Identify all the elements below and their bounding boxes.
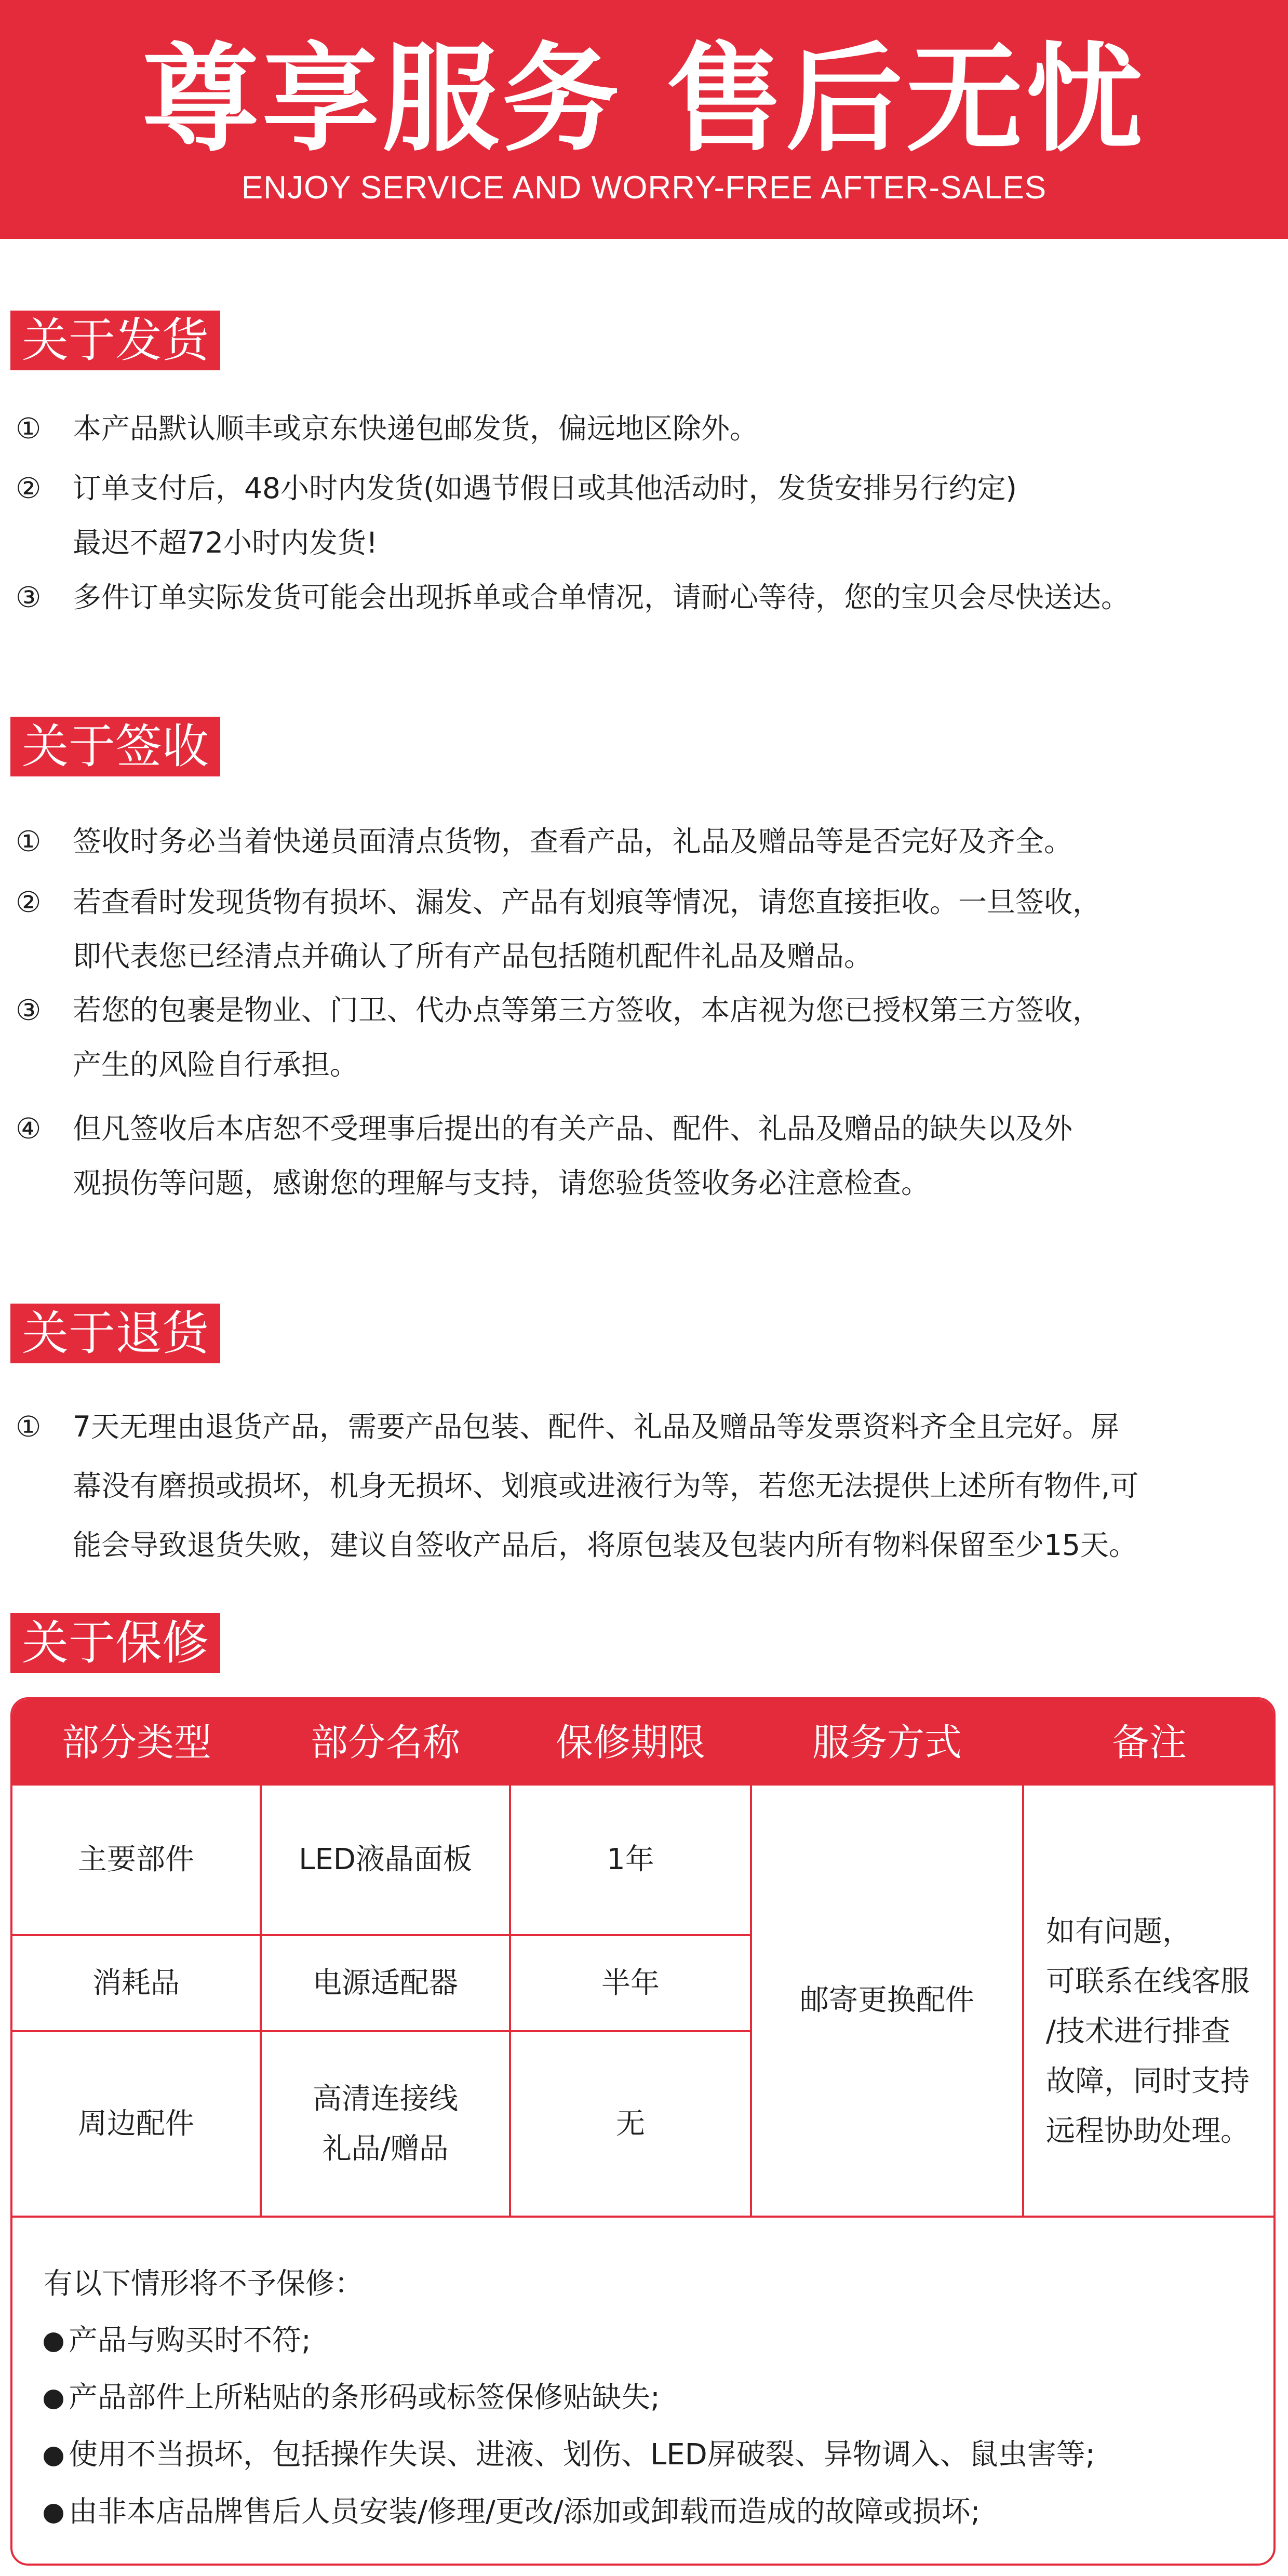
bullet-icon	[44, 2447, 63, 2466]
bullet-icon	[44, 2332, 63, 2352]
exclusion-item: 产品与购买时不符;	[44, 2323, 311, 2359]
warranty-table-header	[12, 1699, 1273, 1786]
header-warranty-period: 保修期限	[555, 1721, 705, 1764]
receipt-item-4-cont: 观损伤等问题，感谢您的理解与支持，请您验货签收务必注意检查。	[73, 1166, 930, 1200]
table-cell-name: LED液晶面板	[299, 1843, 472, 1876]
section-label-warranty: 关于保修	[10, 1613, 220, 1673]
receipt-item-3: ③ 若您的包裹是物业、门卫、代办点等第三方签收，本店视为您已授权第三方签收，	[16, 994, 1102, 1027]
shipping-item-1: ① 本产品默认顺丰或京东快递包邮发货，偏远地区除外。	[16, 412, 759, 445]
table-cell-service: 邮寄更换配件	[800, 1983, 974, 2017]
banner-subtitle: ENJOY SERVICE AND WORRY-FREE AFTER-SALES	[241, 170, 1047, 206]
table-cell-type: 消耗品	[92, 1966, 180, 2000]
table-cell-period: 无	[616, 2107, 645, 2141]
returns-item-1-line2: 幕没有磨损或损坏，机身无损坏、划痕或进液行为等，若您无法提供上述所有物件,可	[73, 1469, 1139, 1502]
returns-item-1-line1: 7天无理由退货产品，需要产品包装、配件、礼品及赠品等发票资料齐全且完好。屏	[73, 1410, 1119, 1443]
header-service-method: 服务方式	[812, 1721, 962, 1764]
receipt-item-4: ④ 但凡签收后本店恕不受理事后提出的有关产品、配件、礼品及赠品的缺失以及外	[16, 1112, 1073, 1145]
shipping-item-2: ② 订单支付后，48小时内发货(如遇节假日或其他活动时，发货安排另行约定)	[16, 472, 1017, 505]
receipt-item-2-cont: 即代表您已经清点并确认了所有产品包括随机配件礼品及赠品。	[73, 940, 873, 973]
warranty-table	[10, 1697, 1276, 2566]
exclusions-title: 有以下情形将不予保修：	[44, 2267, 364, 2301]
returns-item-1-num: ①	[16, 1410, 42, 1443]
receipt-item-1: ① 签收时务必当着快递员面清点货物，查看产品，礼品及赠品等是否完好及齐全。	[16, 825, 1073, 858]
exclusion-item: 产品部件上所粘贴的条形码或标签保修贴缺失;	[44, 2380, 660, 2416]
section-label-shipping: 关于发货	[10, 311, 220, 370]
header-banner	[0, 0, 1288, 239]
table-cell-type: 主要部件	[78, 1843, 194, 1876]
header-remark: 备注	[1111, 1721, 1187, 1764]
exclusion-item: 使用不当损坏，包括操作失误、进液、划伤、LED屏破裂、异物调入、鼠虫害等;	[44, 2437, 1095, 2473]
table-cell-type: 周边配件	[78, 2107, 194, 2141]
bullet-icon	[44, 2390, 63, 2409]
returns-item-1-line3: 能会导致退货失败，建议自签收产品后，将原包装及包装内所有物料保留至少15天。	[73, 1528, 1137, 1562]
shipping-item-2-cont: 最迟不超72小时内发货!	[73, 526, 378, 559]
header-part-name: 部分名称	[310, 1721, 460, 1764]
exclusion-item: 由非本店品牌售后人员安装/修理/更改/添加或卸载而造成的故障或损坏;	[44, 2494, 980, 2530]
grid-line	[1022, 1699, 1024, 2217]
table-cell-remark: 如有问题， 可联系在线客服 /技术进行排查 故障，同时支持 远程协助处理。	[1046, 1915, 1250, 2148]
table-cell-name: 电源适配器	[313, 1966, 458, 2000]
receipt-item-3-cont: 产生的风险自行承担。	[73, 1048, 359, 1081]
shipping-item-3: ③ 多件订单实际发货可能会出现拆单或合单情况，请耐心等待，您的宝贝会尽快送达。	[16, 581, 1130, 614]
receipt-item-2: ② 若查看时发现货物有损坏、漏发、产品有划痕等情况，请您直接拒收。一旦签收，	[16, 886, 1102, 919]
table-cell-period: 半年	[601, 1966, 660, 2000]
table-cell-name: 高清连接线 礼品/赠品	[313, 2082, 458, 2166]
bullet-icon	[44, 2504, 63, 2524]
table-cell-period: 1年	[607, 1843, 654, 1876]
grid-line	[12, 2216, 1273, 2218]
banner-title: 尊享服务 售后无忧	[142, 32, 1146, 168]
header-part-type: 部分类型	[61, 1721, 211, 1764]
section-label-receipt: 关于签收	[10, 717, 220, 776]
section-label-returns: 关于退货	[10, 1304, 220, 1363]
